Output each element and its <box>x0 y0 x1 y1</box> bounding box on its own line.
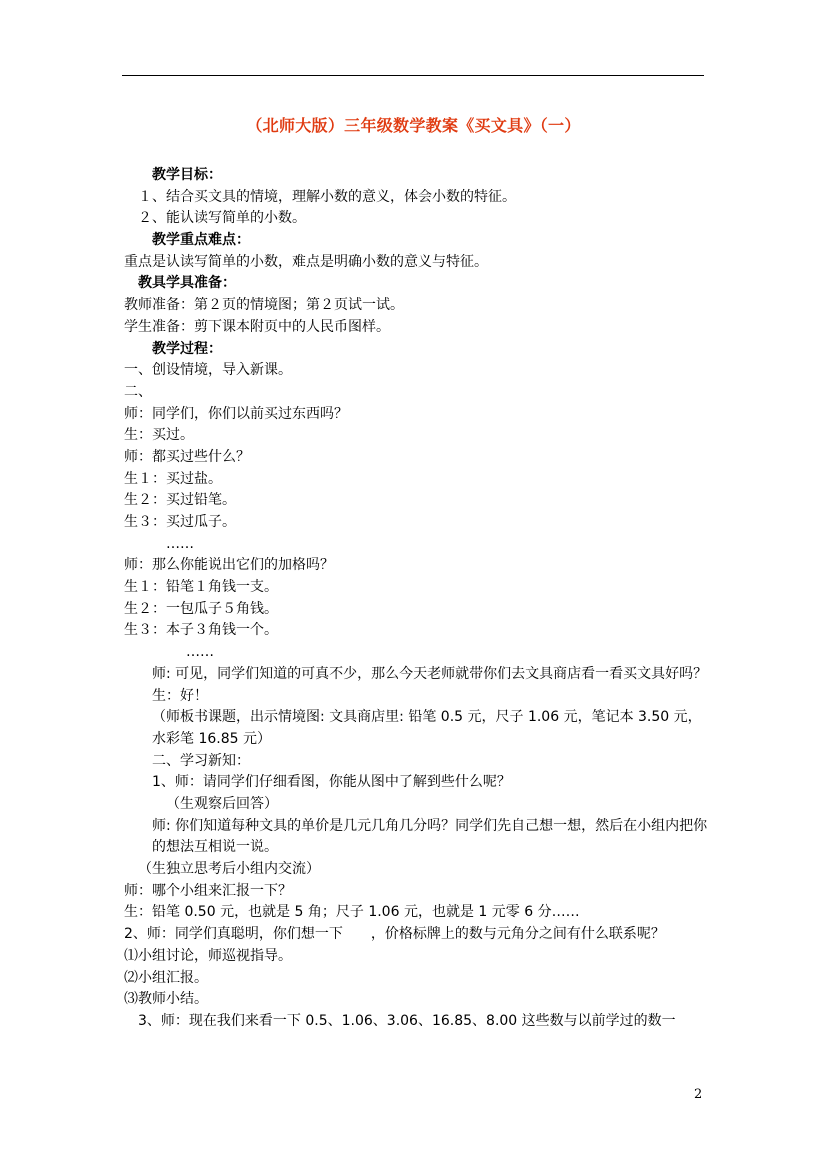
list-item: ⑴小组讨论，师巡视指导。 <box>124 947 292 964</box>
dialogue-line: 生：好！ <box>152 687 208 704</box>
paragraph: 二、 <box>124 383 152 400</box>
paragraph: 一、创设情境，导入新课。 <box>124 362 292 379</box>
dialogue-line: 生２：买过铅笔。 <box>124 492 236 509</box>
dialogue-line: 1、师：请同学们仔细看图，你能从图中了解到些什么呢？ <box>152 774 511 791</box>
paragraph: 重点是认读写简单的小数，难点是明确小数的意义与特征。 <box>124 253 488 270</box>
stage-note: （生独立思考后小组内交流） <box>138 861 320 878</box>
dialogue-paragraph: 师: 可见，同学们知道的可真不少，那么今天老师就带你们去文具商店看一看买文具好吗？ <box>152 665 708 682</box>
dialogue-line: 师：哪个小组来汇报一下？ <box>124 882 292 899</box>
list-item: ⑵小组汇报。 <box>124 969 208 986</box>
document-title: （北师大版）三年级数学教案《买文具》（一） <box>246 116 581 135</box>
dialogue-line: 生２：一包瓜子５角钱。 <box>124 600 278 617</box>
ellipsis-line: …… <box>186 644 214 661</box>
dialogue-line: 2、师：同学们真聪明，你们想一下 ，价格标牌上的数与元角分之间有什么联系呢？ <box>124 926 665 943</box>
header-rule <box>122 75 704 76</box>
page-number: 2 <box>694 1087 703 1102</box>
dialogue-paragraph: 师: 你们知道每种文具的单价是几元几角几分吗？同学们先自己想一想，然后在小组内把你的想法互相说一说。 <box>152 817 708 856</box>
dialogue-line: 3、师：现在我们来看一下 0.5、1.06、3.06、16.85、8.00 这些数与以前学过的数一 <box>138 1012 676 1029</box>
dialogue-line: 生３：买过瓜子。 <box>124 514 236 530</box>
dialogue-line: 生１：铅笔１角钱一支。 <box>124 579 278 596</box>
goal-item: ２、能认读写简单的小数。 <box>138 210 306 227</box>
dialogue-line: 生：买过。 <box>124 427 194 444</box>
paragraph: 学生准备：剪下课本附页中的人民币图样。 <box>124 318 390 335</box>
heading-process: 教学过程： <box>152 340 222 357</box>
section-heading: 二、学习新知： <box>152 752 250 769</box>
dialogue-line: 师：同学们，你们以前买过东西吗？ <box>124 405 348 422</box>
dialogue-line: 生３：本子３角钱一个。 <box>124 622 278 639</box>
stage-note: （生观察后回答） <box>166 795 278 812</box>
ellipsis-line: …… <box>166 535 194 552</box>
dialogue-line: 生：铅笔 0.50 元，也就是 5 角；尺子 1.06 元，也就是 1 元零 6 分…… <box>124 904 580 921</box>
dialogue-line: 师：那么你能说出它们的加格吗？ <box>124 557 334 574</box>
goal-item: １、结合买文具的情境，理解小数的意义，体会小数的特征。 <box>138 188 516 205</box>
dialogue-line: 师：都买过些什么？ <box>124 448 250 465</box>
list-item: ⑶教师小结。 <box>124 991 208 1008</box>
board-note-paragraph: （师板书课题，出示情境图: 文具商店里: 铅笔 0.5 元，尺子 1.06 元，笔记本 3.50 元，水彩笔 16.85 元） <box>152 709 702 747</box>
heading-materials: 教具学具准备： <box>138 275 236 292</box>
dialogue-line: 生１：买过盐。 <box>124 470 222 487</box>
heading-teaching-goals: 教学目标： <box>152 167 222 183</box>
paragraph: 教师准备：第２页的情境图；第２页试一试。 <box>124 297 404 314</box>
heading-key-points: 教学重点难点： <box>152 232 250 249</box>
document-body <box>124 165 708 1033</box>
